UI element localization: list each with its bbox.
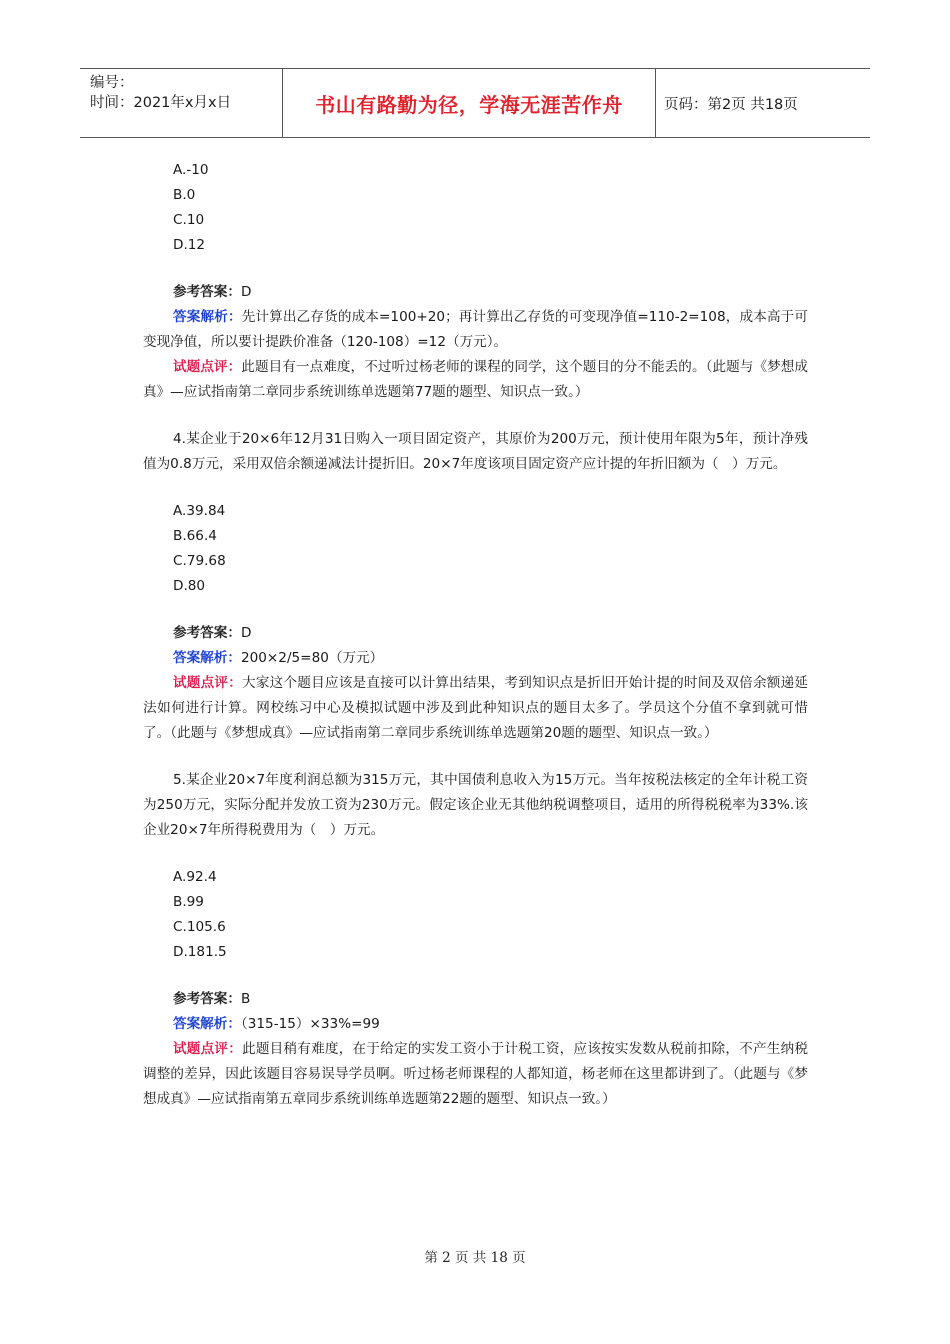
page-footer: 第 2 页 共 18 页: [424, 1250, 526, 1266]
header-motto: 书山有路勤为径，学海无涯苦作舟: [282, 69, 656, 137]
q4-answer: [143, 621, 808, 646]
q3-comment-text: 此题目有一点难度，不过听过杨老师的课程的同学，这个题目的分不能丢的。（此题与《梦想成真》—应试指南第二章同步系统训练单选题第77题的题型、知识点一致。）: [143, 359, 809, 400]
q3-answer: [143, 280, 808, 305]
header-left: [80, 69, 282, 137]
q4-option-a: A.39.84: [173, 503, 226, 519]
q4-comment-label: 试题点评：: [173, 675, 243, 691]
q4-analysis-label: 答案解析：: [173, 650, 241, 666]
q5-analysis: [143, 1012, 808, 1037]
q5-analysis-label: 答案解析：: [173, 1016, 241, 1032]
q4-options: [173, 499, 808, 599]
q3-option-a: A.-10: [173, 162, 209, 178]
q5-analysis-text: （315-15）×33%=99: [240, 1016, 380, 1032]
q5-comment-text: 此题目稍有难度，在于给定的实发工资小于计税工资，应该按实发数从税前扣除，不产生纳税调整的差异，因此该题目容易误导学员啊。听过杨老师课程的人都知道，杨老师在这里都讲到了。（此题与《梦想成真》—应试指南第五章同步系统训练单选题第22题的题型、知识点一致。）: [143, 1041, 808, 1107]
q5-comment: [143, 1037, 808, 1112]
q4-option-d: D.80: [173, 578, 206, 594]
doc-time-label: 时间：2021年x月x日: [90, 95, 232, 111]
q3-option-b: B.0: [173, 187, 196, 203]
q3-answer-value: D: [240, 284, 252, 300]
q4-analysis-text: 200×2/5=80（万元）: [240, 650, 384, 666]
q3-options: [173, 158, 808, 258]
q3-comment-label: 试题点评：: [173, 359, 242, 375]
q5-options: [173, 865, 808, 965]
q5-option-c: C.105.6: [173, 919, 226, 935]
q4-answer-label: 参考答案：: [173, 625, 241, 641]
page-header: [80, 68, 870, 138]
q3-analysis-text: 先计算出乙存货的成本=100+20；再计算出乙存货的可变现净值=110-2=108，成本高于可变现净值，所以要计提跌价准备（120-108）=12（万元）。: [143, 309, 809, 350]
q4-comment-text: 大家这个题目应该是直接可以计算出结果，考到知识点是折旧开始计提的时间及双倍余额递延法如何进行计算。网校练习中心及模拟试题中涉及到此种知识点的题目太多了。学员这个分值不拿到就可惜了。（此题与《梦想成真》—应试指南第二章同步系统训练单选题第20题的题型、知识点一致。）: [143, 675, 808, 741]
q3-answer-label: 参考答案：: [173, 284, 241, 300]
q3-option-c: C.10: [173, 212, 205, 228]
q4-option-b: B.66.4: [173, 528, 217, 544]
q5-stem: 5.某企业20×7年度利润总额为315万元，其中国债利息收入为15万元。当年按税法核定的全年计税工资为250万元，实际分配并发放工资为230万元。假定该企业无其他纳税调整项目，适用的所得税税率为33%.该企业20×7年所得税费用为（ ）万元。: [143, 772, 808, 838]
q4-answer-value: D: [240, 625, 252, 641]
q3-option-d: D.12: [173, 237, 206, 253]
q4-analysis: [143, 646, 808, 671]
document-body: [143, 158, 808, 1112]
q3-analysis: [143, 305, 808, 355]
q5-answer-value: B: [240, 991, 251, 1007]
q4-stem: 4.某企业于20×6年12月31日购入一项目固定资产，其原价为200万元，预计使用年限为5年，预计净残值为0.8万元，采用双倍余额递减法计提折旧。20×7年度该项目固定资产应计提的年折旧额为（ ）万元。: [143, 431, 808, 472]
q5-option-a: A.92.4: [173, 869, 217, 885]
q3-analysis-label: 答案解析：: [173, 309, 242, 325]
q5-option-d: D.181.5: [173, 944, 227, 960]
q5-comment-label: 试题点评：: [173, 1041, 243, 1057]
q4-comment: [143, 671, 808, 746]
q5-option-b: B.99: [173, 894, 204, 910]
header-page-info: 页码：第2页 共18页: [664, 96, 798, 113]
q3-comment: [143, 355, 808, 405]
q5-answer: [143, 987, 808, 1012]
q4-option-c: C.79.68: [173, 553, 226, 569]
q5-answer-label: 参考答案：: [173, 991, 241, 1007]
doc-number-label: 编号：: [90, 75, 134, 91]
